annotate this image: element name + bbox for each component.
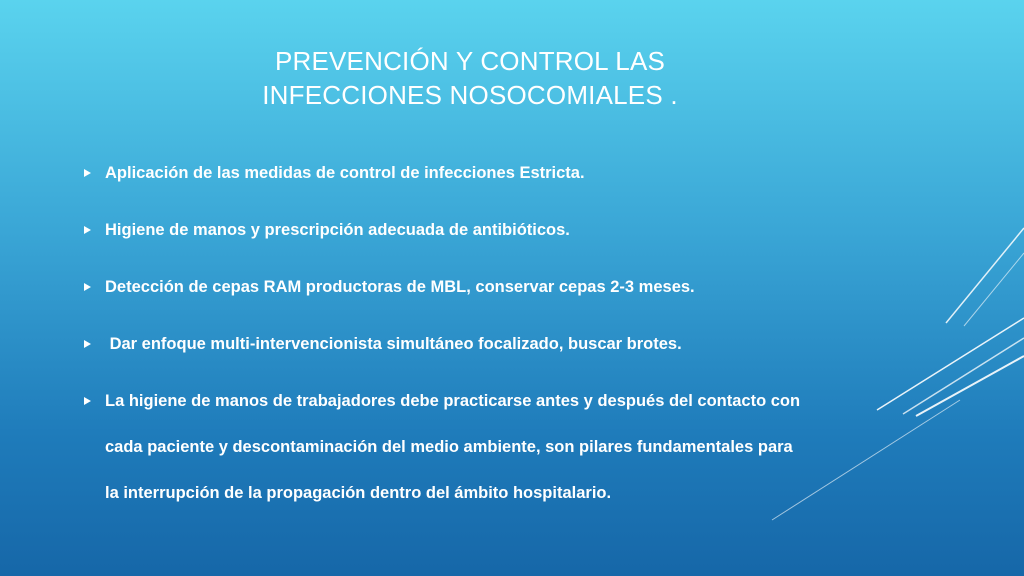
bullet-text: Higiene de manos y prescripción adecuada de antibióticos. — [105, 221, 570, 239]
bullet-text: Dar enfoque multi-intervencionista simultáneo focalizado, buscar brotes. — [105, 335, 682, 353]
slide-title — [180, 44, 760, 112]
bullet-item — [84, 272, 804, 302]
triangle-right-icon — [84, 283, 91, 291]
triangle-right-icon — [84, 169, 91, 177]
deco-line-1 — [946, 228, 1024, 323]
bullet-list — [84, 158, 804, 543]
triangle-right-icon — [84, 340, 91, 348]
bullet-item — [84, 329, 804, 359]
bullet-text: Detección de cepas RAM productoras de MBL, conservar cepas 2-3 meses. — [105, 278, 695, 296]
bullet-text: La higiene de manos de trabajadores debe practicarse antes y después del contacto con cada paciente y descontaminación del medio ambiente, son pilares fundamentales para la interrupción de la propagación dentro del ámbito hospitalario. — [105, 392, 801, 502]
bullet-text: Aplicación de las medidas de control de infecciones Estricta. — [105, 164, 585, 182]
triangle-right-icon — [84, 397, 91, 405]
slide-title-line: INFECCIONES NOSOCOMIALES . — [262, 80, 678, 110]
bullet-item — [84, 378, 804, 516]
deco-line-4 — [903, 338, 1024, 414]
deco-line-5 — [916, 356, 1024, 416]
triangle-right-icon — [84, 226, 91, 234]
bullet-item — [84, 158, 804, 188]
bullet-item — [84, 215, 804, 245]
slide-title-line: PREVENCIÓN Y CONTROL LAS — [274, 46, 666, 76]
